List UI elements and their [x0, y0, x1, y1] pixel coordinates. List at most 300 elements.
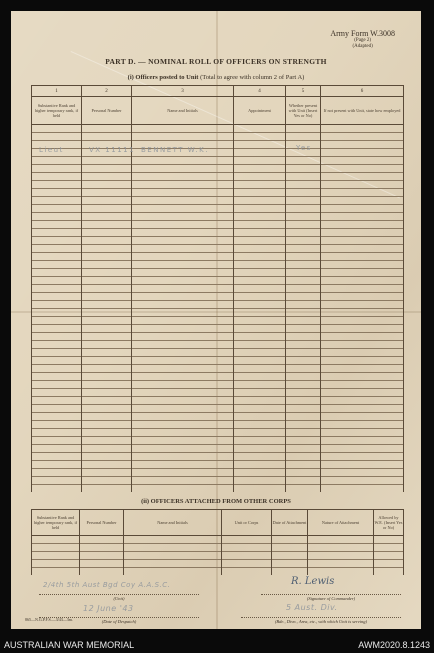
table-cell [272, 560, 308, 568]
table-cell [234, 189, 286, 197]
table-cell [32, 341, 82, 349]
formation-handwritten: 5 Aust. Div. [286, 603, 338, 612]
officers-posted-table [31, 85, 404, 492]
table-cell [32, 485, 82, 493]
table-cell [82, 325, 132, 333]
table-cell [286, 469, 321, 477]
table-cell [82, 133, 132, 141]
table-cell [82, 157, 132, 165]
table-cell [234, 397, 286, 405]
table-cell [32, 405, 82, 413]
table-cell [286, 365, 321, 373]
table-row [32, 285, 404, 293]
table-cell [321, 317, 404, 325]
table-cell [234, 221, 286, 229]
column-number-row [32, 86, 404, 97]
table-cell [286, 293, 321, 301]
table-cell [321, 429, 404, 437]
table-cell [132, 421, 234, 429]
table-row [32, 333, 404, 341]
table-cell [82, 317, 132, 325]
table-row [32, 181, 404, 189]
table-cell [82, 253, 132, 261]
table-cell [321, 133, 404, 141]
table-row [32, 381, 404, 389]
table-cell [321, 405, 404, 413]
attached-header-name: Name and Initials [124, 510, 222, 536]
table-cell [321, 269, 404, 277]
table-cell [32, 325, 82, 333]
section-ii-title: (ii) OFFICERS ATTACHED FROM OTHER CORPS [141, 498, 291, 505]
table-cell [32, 568, 80, 576]
table-cell [82, 405, 132, 413]
form-page [11, 11, 421, 629]
table-cell [82, 365, 132, 373]
table-row [32, 277, 404, 285]
table-cell [82, 341, 132, 349]
table-cell [80, 560, 124, 568]
table-cell [374, 568, 404, 576]
table-cell [32, 205, 82, 213]
column-header-personal-number: Personal Number [82, 97, 132, 125]
table-cell [222, 560, 272, 568]
table-cell [32, 197, 82, 205]
table-cell [132, 413, 234, 421]
table-row [32, 469, 404, 477]
table-row [32, 173, 404, 181]
table-cell [82, 301, 132, 309]
table-cell [124, 544, 222, 552]
table-cell [32, 245, 82, 253]
table-cell [222, 544, 272, 552]
table-cell [132, 365, 234, 373]
attached-header-row [32, 510, 404, 536]
table-cell [286, 245, 321, 253]
table-cell [82, 213, 132, 221]
table-cell [82, 245, 132, 253]
table-cell [286, 237, 321, 245]
table-cell [82, 381, 132, 389]
table-cell [132, 429, 234, 437]
table-cell [32, 317, 82, 325]
section-i-note: (Total to agree with column 2 of Part A) [200, 74, 305, 81]
table-cell [82, 269, 132, 277]
table-cell [32, 285, 82, 293]
attached-header-nature: Nature of Attachment [308, 510, 374, 536]
table-cell [234, 389, 286, 397]
table-cell [286, 197, 321, 205]
table-cell [32, 477, 82, 485]
table-cell [286, 389, 321, 397]
table-cell [132, 253, 234, 261]
table-cell [82, 485, 132, 493]
table-cell [234, 381, 286, 389]
table-cell [234, 349, 286, 357]
table-cell [32, 301, 82, 309]
table-cell [272, 552, 308, 560]
table-cell [132, 453, 234, 461]
table-row [32, 269, 404, 277]
table-cell [321, 245, 404, 253]
table-row [32, 149, 404, 157]
table-row [32, 165, 404, 173]
table-cell [32, 461, 82, 469]
table-cell [374, 536, 404, 544]
table-cell [124, 552, 222, 560]
table-cell [32, 269, 82, 277]
table-row [32, 349, 404, 357]
table-cell [286, 125, 321, 133]
table-cell [132, 461, 234, 469]
table-cell [374, 560, 404, 568]
table-cell [321, 365, 404, 373]
table-row [32, 552, 404, 560]
table-cell [82, 469, 132, 477]
attached-header-date: Date of Attachment [272, 510, 308, 536]
table-cell [234, 485, 286, 493]
table-cell [286, 405, 321, 413]
table-cell [286, 173, 321, 181]
table-cell [82, 125, 132, 133]
table-row [32, 197, 404, 205]
table-cell [321, 189, 404, 197]
table-cell [132, 333, 234, 341]
table-cell [132, 341, 234, 349]
table-cell [321, 229, 404, 237]
table-cell [82, 205, 132, 213]
table-cell [132, 181, 234, 189]
column-header-name: Name and Initials [132, 97, 234, 125]
table-cell [234, 461, 286, 469]
table-cell [286, 261, 321, 269]
table-cell [32, 453, 82, 461]
table-cell [222, 568, 272, 576]
table-cell [234, 261, 286, 269]
table-cell [82, 277, 132, 285]
section-i-heading [11, 74, 421, 81]
table-cell [286, 461, 321, 469]
table-cell [82, 349, 132, 357]
table-cell [132, 213, 234, 221]
table-cell [321, 237, 404, 245]
table-row [32, 405, 404, 413]
table-cell [32, 397, 82, 405]
table-cell [234, 197, 286, 205]
table-cell [286, 333, 321, 341]
table-cell [132, 397, 234, 405]
column-number: 5 [286, 86, 321, 97]
table-cell [286, 181, 321, 189]
table-cell [132, 133, 234, 141]
table-cell [286, 373, 321, 381]
table-cell [286, 325, 321, 333]
entry-present: Yes [296, 144, 312, 152]
commander-signature: R. Lewis [291, 576, 335, 587]
table-cell [80, 568, 124, 576]
table-cell [286, 301, 321, 309]
footer-accession-number: AWM2020.8.1243 [358, 640, 430, 650]
table-cell [32, 544, 80, 552]
table-cell [374, 552, 404, 560]
part-d-title: PART D. — NOMINAL ROLL OF OFFICERS ON STRENGTH [105, 57, 327, 66]
table-cell [286, 437, 321, 445]
table-cell [32, 349, 82, 357]
table-cell [234, 125, 286, 133]
table-cell [32, 381, 82, 389]
table-cell [321, 205, 404, 213]
table-cell [286, 413, 321, 421]
table-cell [222, 536, 272, 544]
table-cell [286, 477, 321, 485]
attached-header-rank: Substantive Rank and higher temporary rank, if held [32, 510, 80, 536]
table-row [32, 317, 404, 325]
table-row [32, 141, 404, 149]
table-cell [82, 293, 132, 301]
table-cell [82, 165, 132, 173]
table-row [32, 429, 404, 437]
table-cell [321, 181, 404, 189]
form-identifier [330, 29, 395, 50]
signature-label: (Signature of Commander) [306, 596, 356, 601]
table-cell [234, 253, 286, 261]
table-cell [82, 373, 132, 381]
table-cell [234, 413, 286, 421]
table-cell [234, 333, 286, 341]
table-row [32, 245, 404, 253]
table-cell [132, 245, 234, 253]
table-cell [234, 357, 286, 365]
column-header-appointment: Appointment [234, 97, 286, 125]
table-cell [132, 477, 234, 485]
printer-imprint: 865—N.G.P.F.S.—3/43—3m. [25, 617, 73, 622]
table-row [32, 560, 404, 568]
table-row [32, 373, 404, 381]
table-row [32, 389, 404, 397]
table-cell [132, 285, 234, 293]
table-cell [234, 149, 286, 157]
table-cell [32, 181, 82, 189]
table-cell [321, 165, 404, 173]
table-cell [286, 253, 321, 261]
table-cell [234, 309, 286, 317]
table-cell [272, 568, 308, 576]
table-cell [286, 133, 321, 141]
table-cell [32, 237, 82, 245]
table-cell [234, 285, 286, 293]
table-cell [234, 445, 286, 453]
table-cell [234, 429, 286, 437]
column-number: 1 [32, 86, 82, 97]
table-cell [234, 141, 286, 149]
table-cell [82, 221, 132, 229]
table-cell [234, 293, 286, 301]
table-cell [132, 221, 234, 229]
table-cell [308, 568, 374, 576]
table-cell [132, 437, 234, 445]
table-cell [321, 141, 404, 149]
table-cell [82, 173, 132, 181]
table-cell [234, 341, 286, 349]
table-cell [321, 461, 404, 469]
table-cell [132, 469, 234, 477]
table-cell [321, 477, 404, 485]
table-cell [321, 413, 404, 421]
table-cell [321, 437, 404, 445]
form-page-number: (Page 2) [354, 38, 372, 44]
table-cell [32, 125, 82, 133]
table-cell [132, 349, 234, 357]
table-cell [286, 397, 321, 405]
table-cell [32, 277, 82, 285]
table-cell [286, 309, 321, 317]
table-row [32, 544, 404, 552]
attached-header-personal-number: Personal Number [80, 510, 124, 536]
table-cell [132, 389, 234, 397]
table-cell [234, 373, 286, 381]
signature-line [261, 594, 401, 595]
table-cell [321, 173, 404, 181]
table-cell [286, 429, 321, 437]
table-cell [82, 453, 132, 461]
table-cell [32, 133, 82, 141]
table-cell [80, 536, 124, 544]
table-cell [286, 317, 321, 325]
table-cell [32, 421, 82, 429]
table-cell [32, 293, 82, 301]
table-cell [234, 245, 286, 253]
attached-header-unit: Unit or Corps [222, 510, 272, 536]
table-cell [32, 365, 82, 373]
column-number: 2 [82, 86, 132, 97]
table-row [32, 253, 404, 261]
table-cell [32, 373, 82, 381]
table-cell [321, 197, 404, 205]
date-label: (Date of Despatch) [101, 619, 137, 624]
table-cell [234, 213, 286, 221]
table-cell [82, 229, 132, 237]
table-cell [132, 325, 234, 333]
table-cell [286, 357, 321, 365]
table-row [32, 133, 404, 141]
table-cell [132, 269, 234, 277]
table-row [32, 293, 404, 301]
table-cell [321, 381, 404, 389]
table-cell [286, 205, 321, 213]
table-cell [32, 560, 80, 568]
table-cell [82, 437, 132, 445]
table-cell [132, 229, 234, 237]
table-cell [234, 477, 286, 485]
table-cell [132, 125, 234, 133]
table-cell [32, 389, 82, 397]
formation-line [241, 617, 401, 618]
table-cell [32, 357, 82, 365]
table-cell [82, 197, 132, 205]
table-cell [321, 293, 404, 301]
table-cell [32, 445, 82, 453]
table-cell [32, 437, 82, 445]
table-cell [321, 349, 404, 357]
table-cell [32, 213, 82, 221]
table-cell [321, 301, 404, 309]
table-cell [82, 413, 132, 421]
entry-rank: Lieut [39, 146, 64, 154]
table-cell [132, 237, 234, 245]
table-cell [321, 421, 404, 429]
table-cell [321, 485, 404, 493]
table-cell [234, 317, 286, 325]
table-cell [234, 469, 286, 477]
table-cell [321, 285, 404, 293]
table-cell [82, 189, 132, 197]
table-cell [132, 189, 234, 197]
table-cell [321, 213, 404, 221]
table-cell [321, 373, 404, 381]
table-cell [286, 269, 321, 277]
table-cell [82, 261, 132, 269]
table-cell [234, 437, 286, 445]
table-cell [321, 453, 404, 461]
table-cell [82, 333, 132, 341]
table-cell [234, 133, 286, 141]
column-header-present: Whether present with Unit (Insert Yes or No) [286, 97, 321, 125]
table-cell [286, 213, 321, 221]
table-cell [132, 197, 234, 205]
table-row [32, 325, 404, 333]
table-row [32, 485, 404, 493]
table-cell [234, 365, 286, 373]
table-cell [32, 429, 82, 437]
table-cell [82, 477, 132, 485]
table-cell [132, 293, 234, 301]
table-row [32, 341, 404, 349]
table-row [32, 261, 404, 269]
table-cell [321, 253, 404, 261]
table-cell [132, 405, 234, 413]
table-cell [308, 544, 374, 552]
table-row [32, 237, 404, 245]
table-cell [286, 285, 321, 293]
table-cell [82, 389, 132, 397]
table-cell [234, 157, 286, 165]
table-cell [32, 165, 82, 173]
table-cell [321, 341, 404, 349]
table-cell [286, 165, 321, 173]
table-cell [132, 381, 234, 389]
table-cell [321, 261, 404, 269]
table-row [32, 229, 404, 237]
table-row [32, 221, 404, 229]
table-cell [321, 397, 404, 405]
table-cell [234, 421, 286, 429]
table-cell [272, 536, 308, 544]
table-cell [32, 173, 82, 181]
table-cell [321, 221, 404, 229]
table-cell [321, 445, 404, 453]
table-cell [32, 229, 82, 237]
table-cell [234, 229, 286, 237]
table-cell [82, 357, 132, 365]
table-cell [82, 285, 132, 293]
table-cell [286, 349, 321, 357]
table-cell [82, 181, 132, 189]
table-row [32, 536, 404, 544]
footer-institution: AUSTRALIAN WAR MEMORIAL [4, 640, 135, 650]
table-row [32, 213, 404, 221]
table-cell [132, 317, 234, 325]
table-cell [124, 568, 222, 576]
table-cell [286, 221, 321, 229]
